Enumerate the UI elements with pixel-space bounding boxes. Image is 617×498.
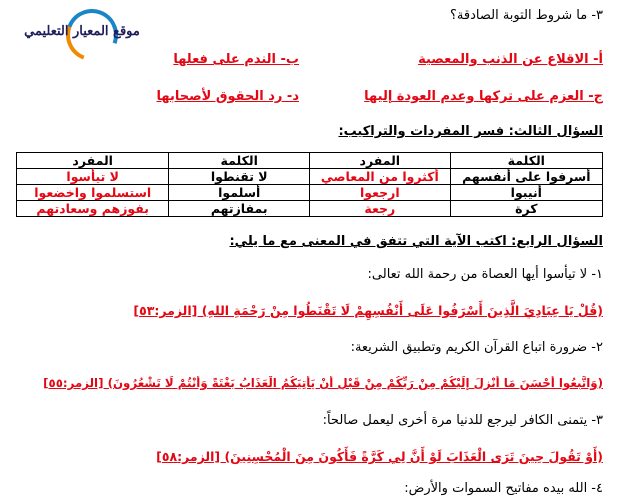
item-2-verse: (وَاتَّبِعُوا أَحْسَنَ مَا أُنْزِلَ إِلَيْكُمْ مِنْ رَبِّكُمْ مِنْ قَبْلِ أَنْ يَأْتِيَكُمُ الْعَذَابُ بَغْتَةً وَأَنْتُمْ لَا تَشْعُرُونَ) [الزمر:٥٥] xyxy=(43,376,603,390)
item-1-verse: (قُلْ يَا عِبَادِيَ الَّذِينَ أَسْرَفُوا عَلَى أَنْفُسِهِمْ لَا تَقْنَطُوا مِنْ رَحْمَةِ اللهِ) [الزمر:٥٣] xyxy=(133,303,603,318)
item-4-prompt: ٤- الله بيده مفاتيح السموات والأرض: xyxy=(404,481,603,496)
item-2-prompt: ٢- ضرورة اتباع القرآن الكريم وتطبيق الشريعة: xyxy=(350,340,603,355)
word-cell: لا تقنطوا xyxy=(169,169,310,185)
meaning-cell: لا تيأسوا xyxy=(17,169,169,185)
table-row xyxy=(17,185,603,201)
item-3-verse: (أَوْ تَقُولَ حِينَ تَرَى الْعَذَابَ لَوْ أَنَّ لِي كَرَّةً فَأَكُونَ مِنَ الْمُحْسِنِينَ) [الزمر:٥٨] xyxy=(156,449,603,464)
word-cell: أنيبوا xyxy=(450,185,602,201)
word-cell: أسرفوا على أنفسهم xyxy=(450,169,602,185)
section-4-title: السؤال الرابع: اكتب الآية التي تتفق في المعنى مع ما يلي: xyxy=(229,234,603,249)
logo-text: موقع المعيار التعليمي xyxy=(24,24,140,39)
meaning-cell: استسلموا واخضعوا xyxy=(17,185,169,201)
q3-option-a: أ- الاقلاع عن الذنب والمعصية xyxy=(418,52,603,67)
q3-option-d: د- رد الحقوق لأصحابها xyxy=(156,89,299,104)
word-cell: بمفازتهم xyxy=(169,201,310,217)
meaning-cell: أكثروا من المعاصي xyxy=(310,169,451,185)
vocabulary-table xyxy=(16,152,603,217)
table-header-row xyxy=(17,153,603,169)
site-logo xyxy=(12,6,152,56)
col-header-meaning-1: المفرد xyxy=(310,153,451,169)
table-row xyxy=(17,169,603,185)
section-3-title: السؤال الثالث: فسر المفردات والتراكيب: xyxy=(338,124,603,139)
q3-option-c: ج- العزم على تركها وعدم العودة إليها xyxy=(364,89,603,104)
meaning-cell: ارجعوا xyxy=(310,185,451,201)
word-cell: أسلموا xyxy=(169,185,310,201)
question-3-title: ٣- ما شروط التوبة الصادقة؟ xyxy=(450,8,603,23)
col-header-word-1: الكلمة xyxy=(450,153,602,169)
item-3-prompt: ٣- يتمنى الكافر ليرجع للدنيا مرة أخرى ليعمل صالحاً: xyxy=(322,413,603,428)
table-row xyxy=(17,201,603,217)
meaning-cell: رجعة xyxy=(310,201,451,217)
col-header-word-2: الكلمة xyxy=(169,153,310,169)
item-1-prompt: ١- لا تيأسوا أيها العصاة من رحمة الله تعالى: xyxy=(367,267,603,282)
q3-option-b: ب- الندم على فعلها xyxy=(173,52,299,67)
col-header-meaning-2: المفرد xyxy=(17,153,169,169)
meaning-cell: بفوزهم وسعادتهم xyxy=(17,201,169,217)
word-cell: كرة xyxy=(450,201,602,217)
